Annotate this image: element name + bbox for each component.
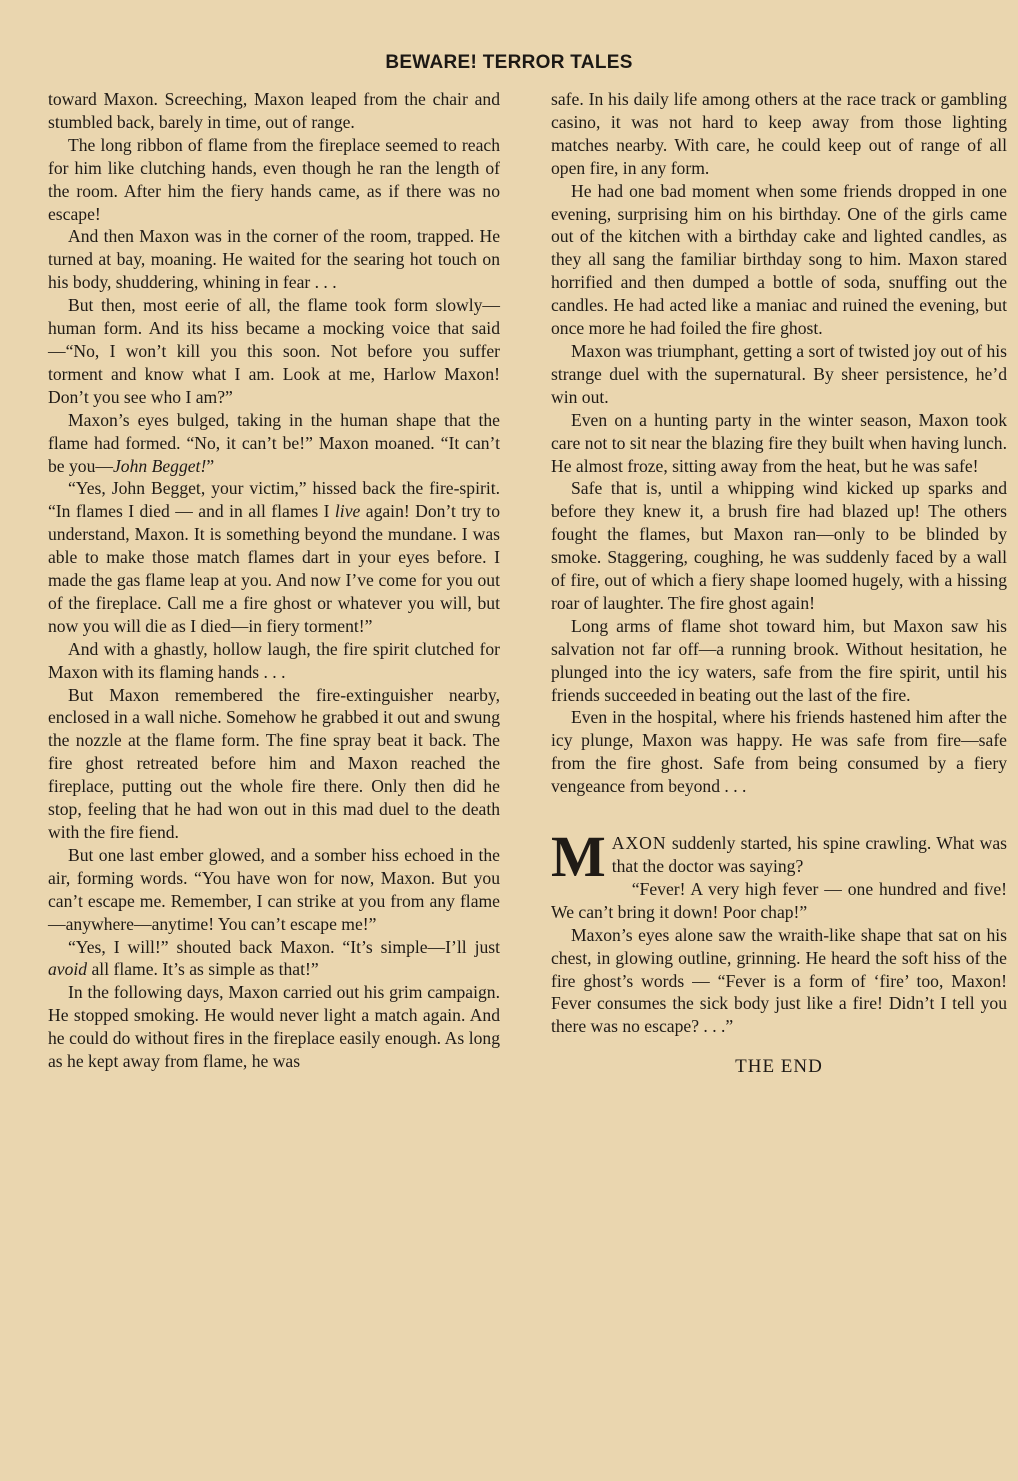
right-column [551,88,1007,1079]
left-column [48,88,500,1073]
paragraph: He had one bad moment when some friends dropped in one evening, surprising him on his birthday. One of the girls came out of the kitchen with a birthday cake and lighted candles, as they all sang the familiar birthday song to him. Maxon stared horrified and then dumped a bottle of soda, snuffing out the candles. He had acted like a maniac and ruined the evening, but once more he had foiled the fire ghost. [551,180,1007,339]
small-caps-text: AXON [611,833,667,854]
paragraph: Maxon was triumphant, getting a sort of twisted joy out of his strange duel with the supernatural. By sheer persistence, he’d win out. [551,340,1007,407]
text-run: “Yes, I will!” shouted back Maxon. “It’s simple—I’ll just [68,936,500,957]
text-run: Maxon’s eyes bulged, taking in the human shape that the flame had formed. “No, it can’t be!” Maxon moaned. “It can’t be you— [48,409,500,476]
paragraph: Long arms of flame shot toward him, but Maxon saw his salvation not far off—a running brook. Without hesitation, he plunged into the icy waters, safe from the fire spirit, until his friends succeeded in beating out the last of the fire. [551,615,1007,705]
the-end-label: THE END [735,1056,823,1078]
paragraph [48,936,500,982]
paragraph: But one last ember glowed, and a somber hiss echoed in the air, forming words. “You have won for now, Maxon. But you can’t escape me. Remember, I can strike at you from any flame—anywhere—anytime! You can’t escape me!” [48,844,500,934]
emphasis-text: avoid [48,959,88,980]
text-run: suddenly started, his spine crawling. What was that the doctor was saying? [611,833,1007,876]
text-run: ” [206,455,215,476]
emphasis-text: live [334,501,361,522]
paragraph: “Fever! A very high fever — one hundred and five! We can’t bring it down! Poor chap!” [551,878,1007,922]
paragraph: Safe that is, until a whipping wind kicked up sparks and before they knew it, a brush fire had blazed up! The others fought the flames, but Maxon ran—only to be blinded by smoke. Staggering, coughing, he was suddenly faced by a wall of fire, out of which a fiery shape loomed hugely, with a hissing roar of laughter. The fire ghost again! [551,478,1007,613]
paragraph [48,477,500,637]
paragraph: But Maxon remembered the fire-extinguisher nearby, enclosed in a wall niche. Somehow he grabbed it out and swung the nozzle at the flame form. The fine spray beat it back. The fire ghost retreated before him and Maxon reached the fireplace, putting out the whole fire there. Only then did he stop, feeling that he had won out in this mad duel to the death with the fire fiend. [48,684,500,842]
paragraph: But then, most eerie of all, the flame took form slowly—human form. And its hiss became a mocking voice that said—“No, I won’t kill you this soon. Not before you suffer torment and know what I am. Look at me, Harlow Maxon! Don’t you see who I am?” [48,295,500,407]
paragraph [551,824,1007,890]
emphasis-text: John Begget! [113,455,207,476]
paragraph: The long ribbon of flame from the fireplace seemed to reach for him like clutching hands, even though he ran the length of the room. After him the fiery hands came, as if there was no escape! [48,134,500,224]
paragraph: safe. In his daily life among others at the race track or gambling casino, it was not hard to keep away from those lighting matches nearby. With care, he could keep out of range of all open fire, in any form. [551,89,1007,178]
paragraph: Even in the hospital, where his friends hastened him after the icy plunge, Maxon was happy. He was safe from fire—safe from the fire ghost. Safe from being consumed by a fiery vengeance from beyond . . . [551,707,1007,797]
paragraph: Maxon’s eyes alone saw the wraith-like shape that sat on his chest, in glowing outline, grinning. He heard the soft hiss of the fire ghost’s words — “Fever is a form of ‘fire’ too, Maxon! Fever consumes the sick body just like a fire! Didn’t I tell you there was no escape? . . .” [551,924,1007,1037]
paragraph: And with a ghastly, hollow laugh, the fire spirit clutched for Maxon with its flaming hands . . . [48,638,500,682]
text-run: all flame. It’s as simple as that!” [87,959,319,980]
running-title: BEWARE! TERROR TALES [385,52,633,73]
paragraph: And then Maxon was in the corner of the room, trapped. He turned at bay, moaning. He waited for the searing hot touch on his body, shuddering, whining in fear . . . [48,226,500,293]
drop-cap: M [551,824,606,890]
text-run: again! Don’t try to understand, Maxon. It is something beyond the mundane. I was able to make those match flames dart in your eyes before. I made the gas flame leap at you. And now I’ve come for you out of the fireplace. Call me a fire ghost or whatever you will, but now you will die as I died—in fiery torment!” [48,501,500,636]
paragraph: toward Maxon. Screeching, Maxon leaped from the chair and stumbled back, barely in time, out of range. [48,89,500,132]
paragraph: In the following days, Maxon carried out his grim campaign. He stopped smoking. He would never light a match again. And he could do without fires in the fireplace easily enough. As long as he kept away from flame, he was [48,982,500,1072]
paragraph [48,409,500,478]
text-run: “Yes, John Begget, your victim,” hissed back the fire-spirit. “In flames I died — and in all flames I [48,478,500,522]
paragraph: Even on a hunting party in the winter season, Maxon took care not to sit near the blazing fire they built when having lunch. He almost froze, sitting away from the heat, but he was safe! [551,409,1007,476]
